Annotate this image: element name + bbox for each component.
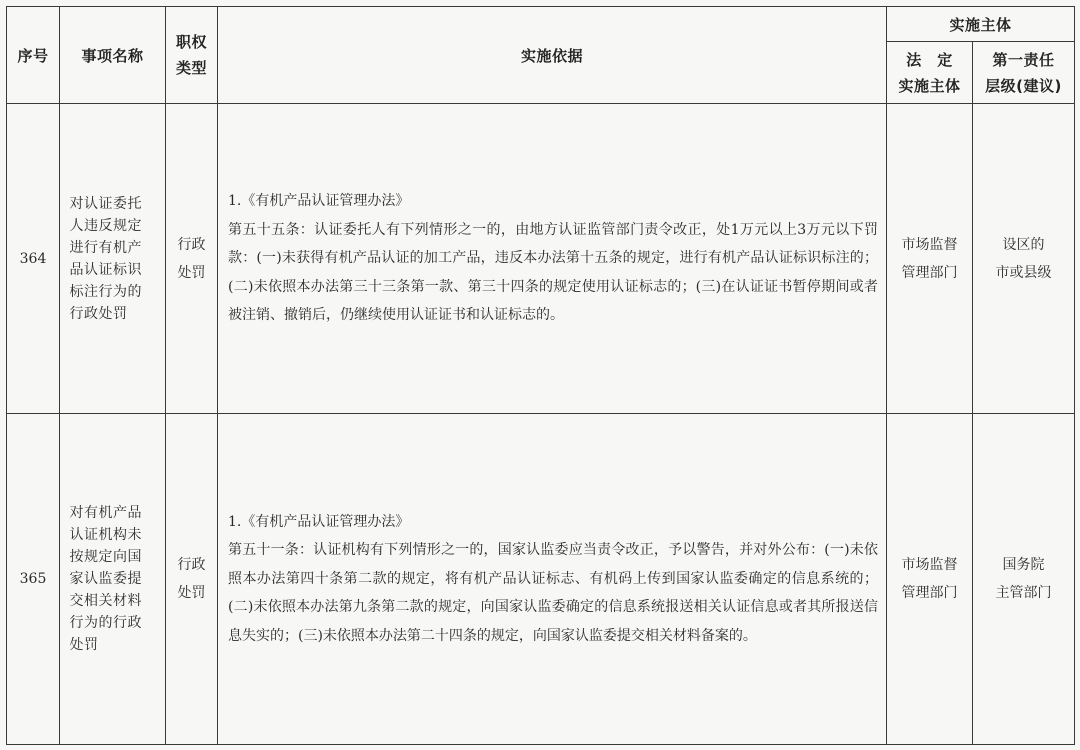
header-seq: 序号 <box>7 7 60 104</box>
basis-title: 1.《有机产品认证管理办法》 <box>228 513 410 530</box>
row-basis <box>218 414 887 745</box>
row-power-type: 行政 处罚 <box>166 104 218 414</box>
header-name: 事项名称 <box>60 7 166 104</box>
table-row <box>7 414 1075 745</box>
row-seq: 364 <box>7 104 60 414</box>
header-legal-subject: 法 定 实施主体 <box>887 42 973 104</box>
row-item-name: 对认证委托 人违反规定 进行有机产 品认证标识 标注行为的 行政处罚 <box>60 104 166 414</box>
row-seq: 365 <box>7 414 60 745</box>
row-legal-subject: 市场监督 管理部门 <box>887 104 973 414</box>
row-legal-subject: 市场监督 管理部门 <box>887 414 973 745</box>
header-type: 职权 类型 <box>166 7 218 104</box>
row-power-type: 行政 处罚 <box>166 414 218 745</box>
policy-table <box>6 6 1075 745</box>
basis-body: 第五十五条：认证委托人有下列情形之一的，由地方认证监管部门责令改正，处1万元以上3万元以下罚款：(一)未获得有机产品认证的加工产品，违反本办法第十五条的规定，进行有机产品认证标识标注的；(二)未依照本办法第三十三条第一款、第三十四条的规定使用认证标志的；(三)在认证证书暂停期间或者被注销、撤销后，仍继续使用认证证书和认证标志的。 <box>228 221 878 324</box>
table-row <box>7 104 1075 414</box>
row-item-name: 对有机产品 认证机构未 按规定向国 家认监委提 交相关材料 行为的行政 处罚 <box>60 414 166 745</box>
basis-title: 1.《有机产品认证管理办法》 <box>228 193 410 210</box>
header-first-resp: 第一责任 层级(建议) <box>973 42 1075 104</box>
row-basis <box>218 104 887 414</box>
row-first-resp: 设区的 市或县级 <box>973 104 1075 414</box>
row-first-resp: 国务院 主管部门 <box>973 414 1075 745</box>
header-subject-group: 实施主体 <box>887 7 1075 42</box>
basis-body: 第五十一条：认证机构有下列情形之一的，国家认监委应当责令改正，予以警告，并对外公布：(一)未依照本办法第四十条第二款的规定，将有机产品认证标志、有机码上传到国家认监委确定的信息系统的；(二)未依照本办法第九条第二款的规定，向国家认监委确定的信息系统报送相关认证信息或者其所报送信息失实的；(三)未依照本办法第二十四条的规定，向国家认监委提交相关材料备案的。 <box>228 542 878 644</box>
header-basis: 实施依据 <box>218 7 887 104</box>
